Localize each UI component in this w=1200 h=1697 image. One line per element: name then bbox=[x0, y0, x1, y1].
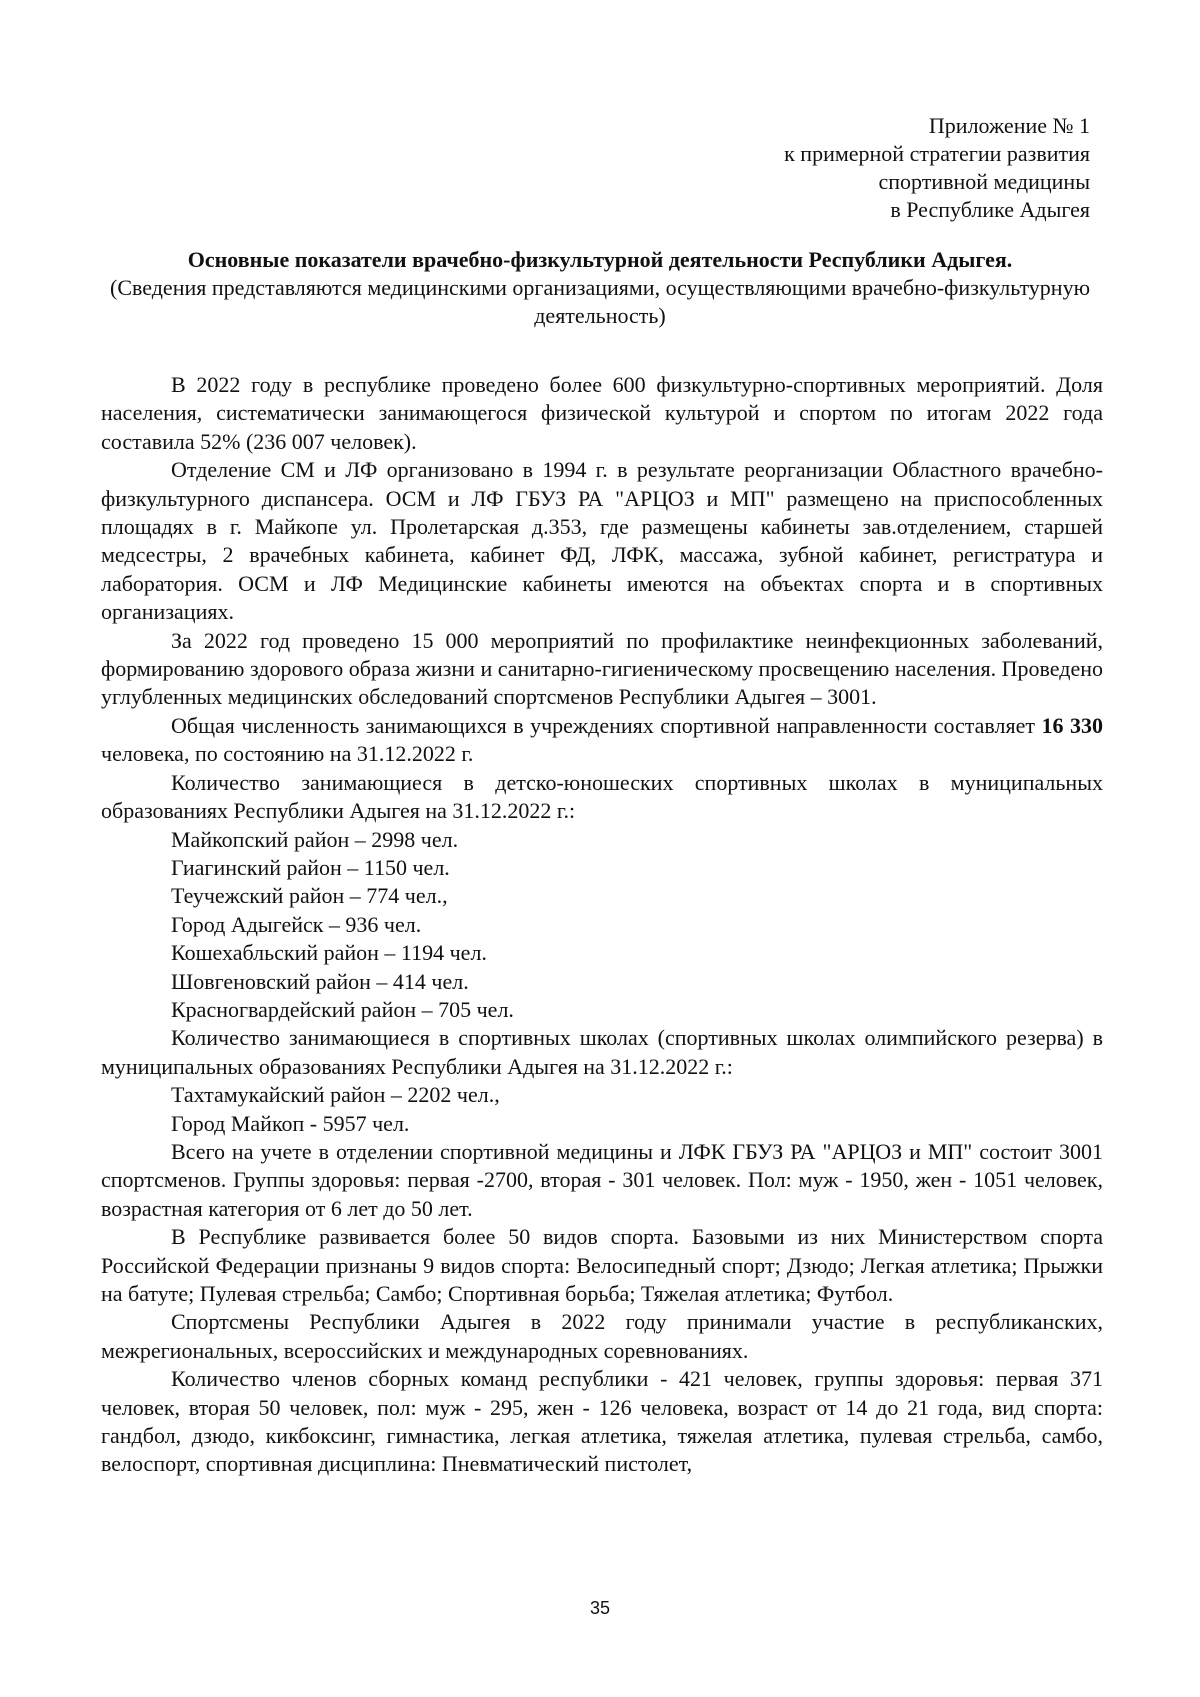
paragraph-text: человека, по состоянию на 31.12.2022 г. bbox=[101, 741, 474, 767]
appendix-line: в Республике Адыгея bbox=[890, 197, 1090, 222]
list-item: Теучежский район – 774 чел., bbox=[171, 883, 448, 909]
list-item: Майкопский район – 2998 чел. bbox=[171, 826, 459, 852]
list-item: Кошехабльский район – 1194 чел. bbox=[171, 940, 487, 966]
paragraph bbox=[101, 712, 1103, 769]
paragraph-text: Общая численность занимающихся в учреждениях спортивной направленности составляет bbox=[171, 712, 1042, 738]
paragraph: В Республике развивается более 50 видов спорта. Базовыми из них Министерством спорта Российской Федерации признаны 9 видов спорта: Велосипедный спорт; Дзюдо; Легкая атлетика; Прыжки на батуте; Пулевая стрельба; Самбо; Спортивная борьба; Тяжелая атлетика; Футбол. bbox=[101, 1224, 1103, 1306]
appendix-line: спортивной медицины bbox=[878, 169, 1090, 194]
paragraph: Количество занимающиеся в детско-юношеских спортивных школах в муниципальных образованиях Республики Адыгея на 31.12.2022 г.: bbox=[101, 769, 1103, 824]
paragraph: Количество занимающиеся в спортивных школах (спортивных школах олимпийского резерва) в муниципальных образованиях Республики Адыгея на 31.12.2022 г.: bbox=[101, 1025, 1103, 1079]
paragraph: Количество членов сборных команд республики - 421 человек, группы здоровья: первая 371 человек, вторая 50 человек, пол: муж - 295, жен - 126 человека, возраст от 14 до 21 года, вид спорта: гандбол, дзюдо, кикбоксинг, гимнастика, легкая атлетика, тяжелая атлетика, пулевая стрельба, самбо, велоспорт, спортивная дисциплина: Пневматический пистолет, bbox=[101, 1366, 1103, 1477]
paragraph: В 2022 году в республике проведено более 600 физкультурно-спортивных мероприятий. Доля населения, систематически занимающегося физической культурой и спортом по итогам 2022 года составила 52% (236 007 человек). bbox=[101, 372, 1103, 454]
page-number: 35 bbox=[589, 1598, 611, 1618]
list-item: Тахтамукайский район – 2202 чел., bbox=[171, 1082, 500, 1108]
appendix-note bbox=[570, 112, 1090, 224]
list-item: Город Адыгейск – 936 чел. bbox=[171, 911, 422, 937]
paragraph: Спортсмены Республики Адыгея в 2022 году принимали участие в республиканских, межрегиональных, всероссийских и международных соревнованиях. bbox=[101, 1309, 1103, 1363]
list-item: Гиагинский район – 1150 чел. bbox=[171, 854, 450, 880]
title-heading: Основные показатели врачебно-физкультурной деятельности Республики Адыгея. bbox=[187, 247, 1013, 272]
paragraph: Отделение СМ и ЛФ организовано в 1994 г. в результате реорганизации Областного врачебно-физкультурного диспансера. ОСМ и ЛФ ГБУЗ РА "АРЦОЗ и МП" размещено на приспособленных площадях в г. Майкопе ул. Пролетарская д.353, где размещены кабинеты зав.отделением, старшей медсестры, 2 врачебных кабинета, кабинет ФД, ЛФК, массажа, зубной кабинет, регистратура и лаборатория. ОСМ и ЛФ Медицинские кабинеты имеются на объектах спорта и в спортивных организациях. bbox=[101, 457, 1103, 625]
list-item: Город Майкоп - 5957 чел. bbox=[171, 1110, 410, 1136]
total-count: 16 330 bbox=[1041, 712, 1104, 738]
document-title bbox=[90, 246, 1110, 330]
paragraph: Всего на учете в отделении спортивной медицины и ЛФК ГБУЗ РА "АРЦОЗ и МП" состоит 3001 спортсменов. Группы здоровья: первая -2700, вторая - 301 человек. Пол: муж - 1950, жен - 1051 человек, возрастная категория от 6 лет до 50 лет. bbox=[101, 1138, 1103, 1221]
title-subtitle: (Сведения представляются медицинскими организациями, осуществляющими врачебно-физкультурную деятельность) bbox=[110, 275, 1090, 328]
paragraph: За 2022 год проведено 15 000 мероприятий по профилактике неинфекционных заболеваний, формированию здорового образа жизни и санитарно-гигиеническому просвещению населения. Проведено углубленных медицинских обследований спортсменов Республики Адыгея – 3001. bbox=[101, 627, 1103, 710]
list-item: Шовгеновский район – 414 чел. bbox=[171, 968, 469, 994]
appendix-line: Приложение № 1 bbox=[928, 113, 1090, 138]
list-item: Красногвардейский район – 705 чел. bbox=[171, 996, 514, 1022]
document-body bbox=[101, 371, 1103, 1479]
appendix-line: к примерной стратегии развития bbox=[784, 141, 1090, 166]
